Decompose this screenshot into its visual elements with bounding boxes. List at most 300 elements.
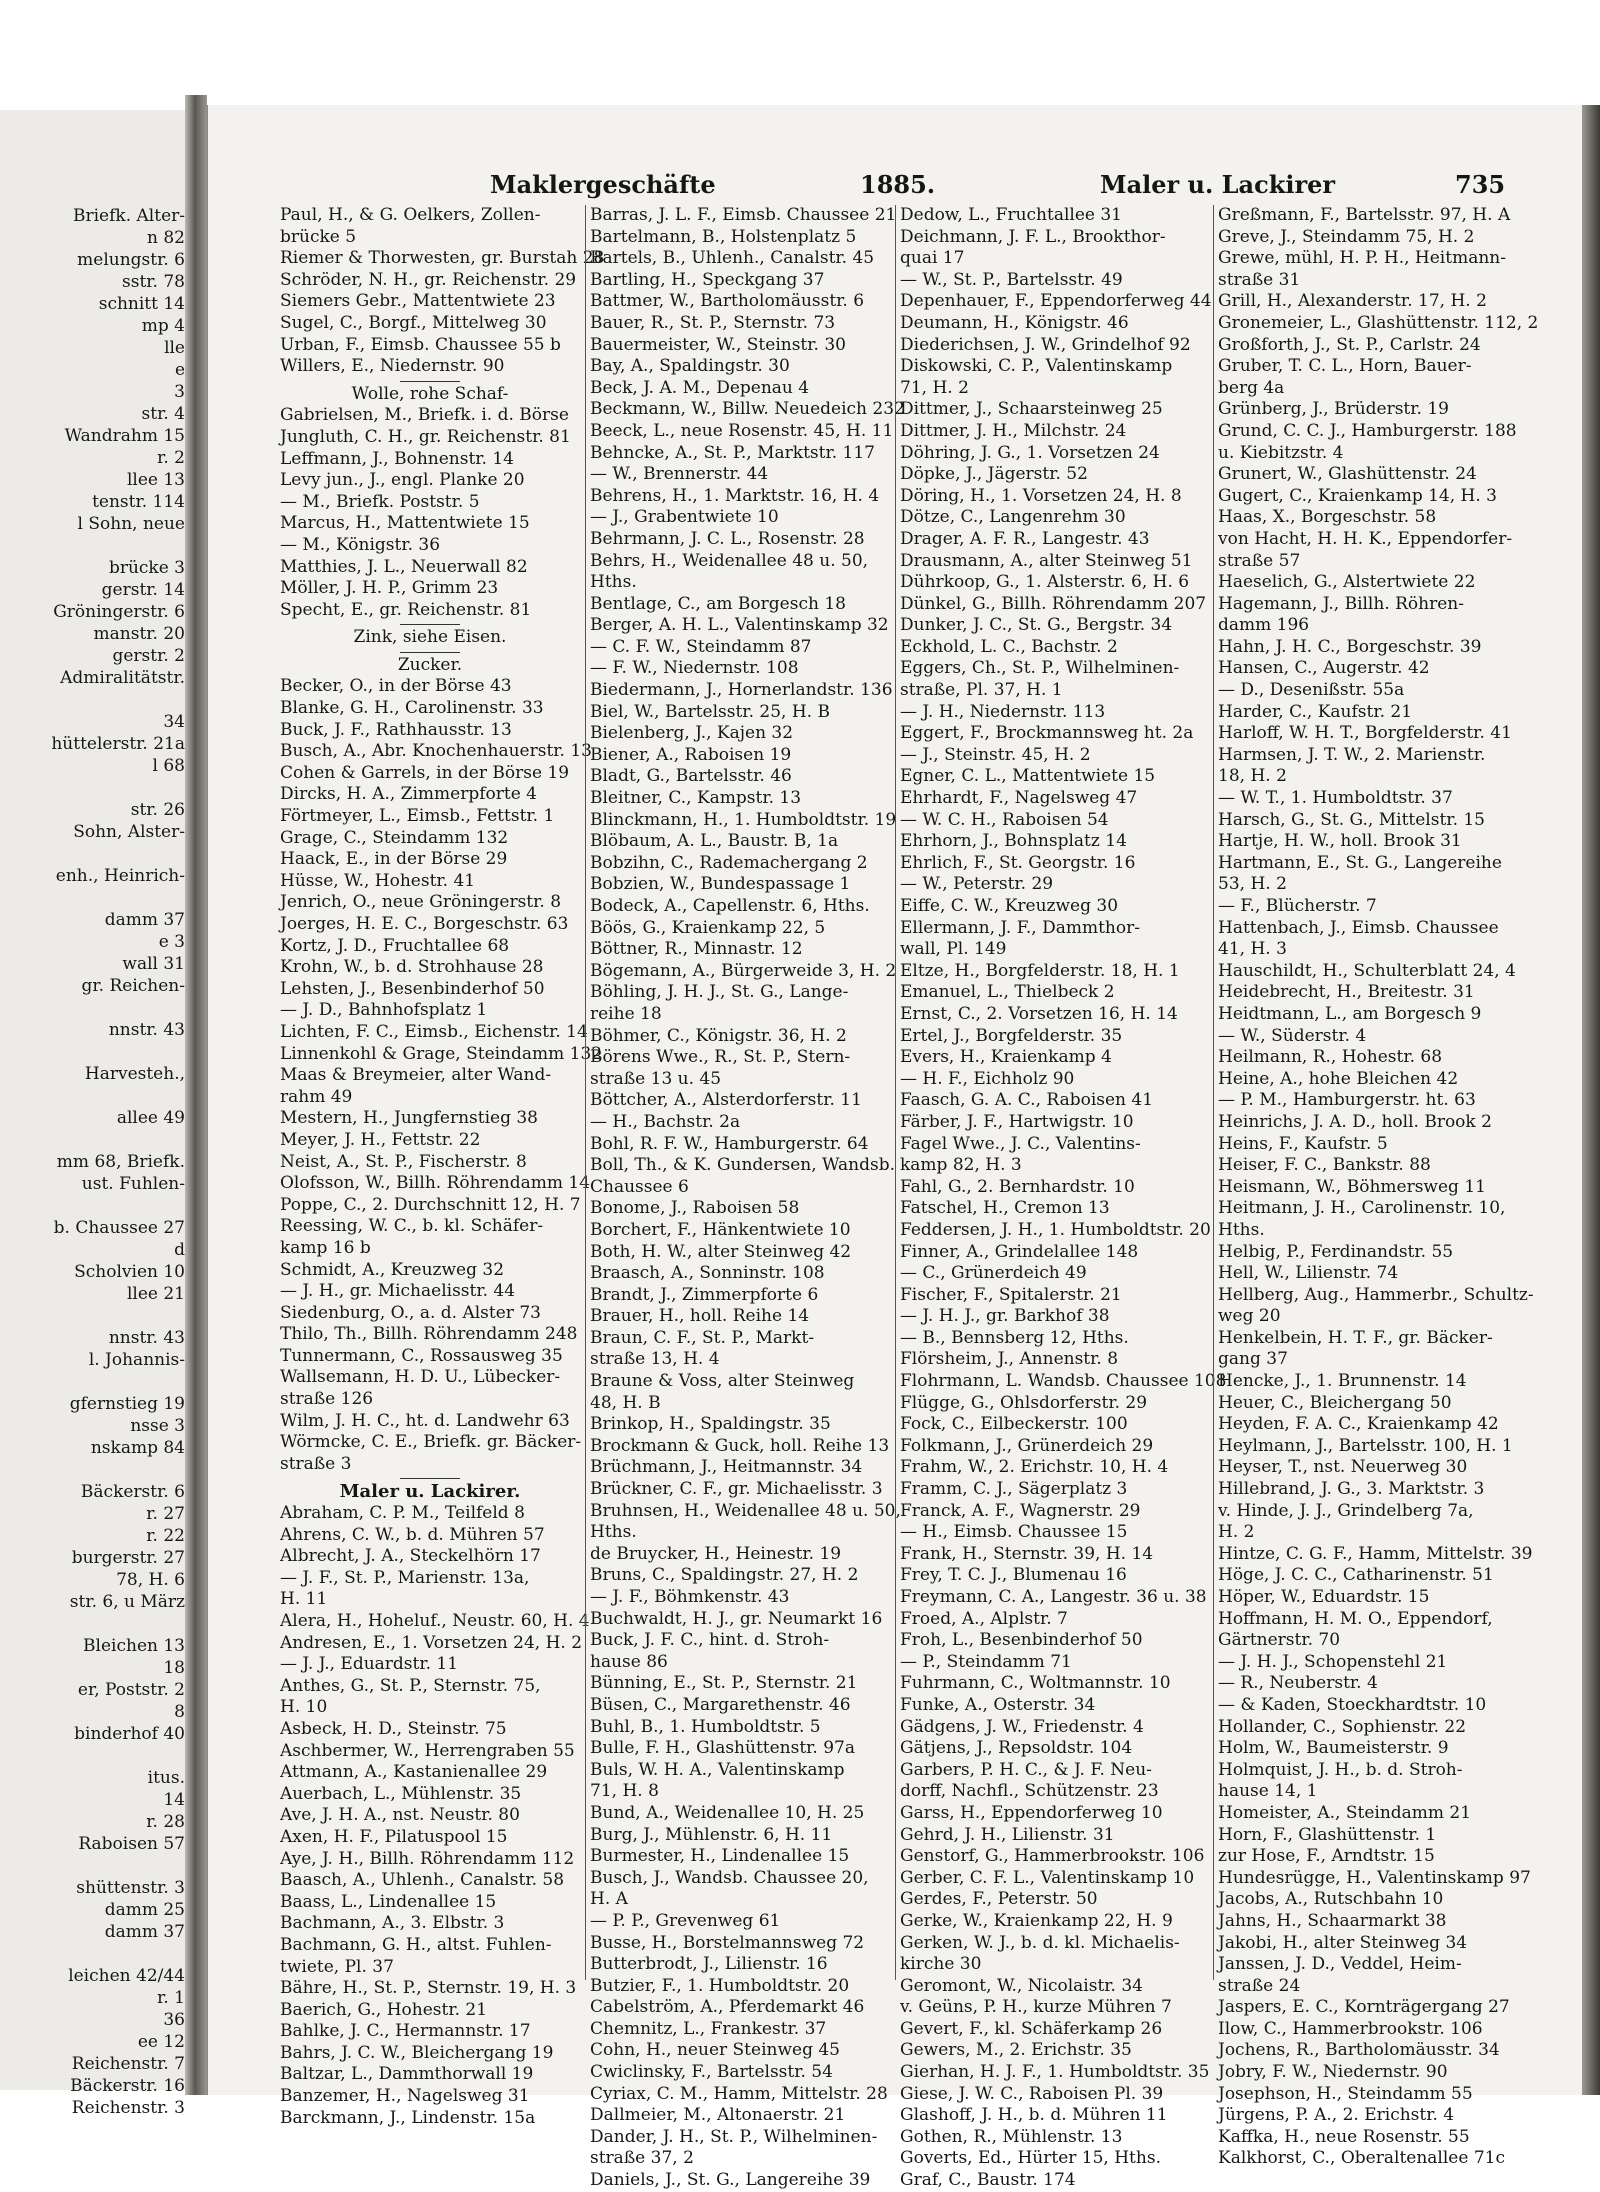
directory-entry: Eltze, H., Borgfelderstr. 18, H. 1 — [900, 960, 1180, 981]
directory-entry: Diederichsen, J. W., Grindelhof 92 — [900, 334, 1191, 355]
directory-entry: Beckmann, W., Billw. Neuedeich 232 — [590, 399, 905, 420]
directory-entry: Baltzar, L., Dammthorwall 19 — [280, 2064, 534, 2085]
left-page-line: lle — [164, 338, 185, 358]
directory-entry: Wilm, J. H. C., ht. d. Landwehr 63 — [280, 1410, 570, 1431]
directory-entry: Jacobs, A., Rutschbahn 10 — [1218, 1889, 1444, 1910]
left-page-line: r. 28 — [146, 1812, 185, 1832]
page-edge-shadow — [1582, 105, 1600, 2095]
directory-entry: Ertel, J., Borgfelderstr. 35 — [900, 1025, 1123, 1046]
directory-entry: Greßmann, F., Bartelsstr. 97, H. A — [1218, 205, 1511, 225]
directory-entry: Banzemer, H., Nagelsweg 31 — [280, 2086, 530, 2107]
directory-entry: Drausmann, A., alter Steinweg 51 — [900, 550, 1193, 571]
directory-entry: Döring, H., 1. Vorsetzen 24, H. 8 — [900, 485, 1182, 506]
directory-entry: Hattenbach, J., Eimsb. Chaussee — [1218, 917, 1499, 938]
left-page-line: ust. Fuhlen- — [81, 1174, 185, 1194]
directory-entry: Beck, J. A. M., Depenau 4 — [590, 377, 810, 398]
directory-entry: Beeck, L., neue Rosenstr. 45, H. 11 — [590, 420, 894, 441]
directory-entry: Bladt, G., Bartelsstr. 46 — [590, 766, 792, 787]
directory-entry: Genstorf, G., Hammerbrookstr. 106 — [900, 1846, 1205, 1867]
directory-entry: Aye, J. H., Billh. Röhrendamm 112 — [280, 1848, 575, 1869]
directory-entry: Hellberg, Aug., Hammerbr., Schultz- — [1218, 1284, 1534, 1305]
directory-entry: 71, H. 2 — [900, 377, 969, 398]
left-page-line: Sohn, Alster- — [73, 822, 185, 842]
directory-entry: Ehrlich, F., St. Georgstr. 16 — [900, 852, 1136, 873]
directory-entry: Hths. — [590, 1522, 637, 1543]
directory-entry: Heismann, W., Böhmersweg 11 — [1218, 1176, 1486, 1197]
left-page-line: gfernstieg 19 — [69, 1394, 185, 1414]
directory-entry: Heiser, F. C., Bankstr. 88 — [1218, 1155, 1431, 1176]
left-page-line: Bleichen 13 — [83, 1636, 185, 1656]
left-page-line: str. 26 — [130, 800, 185, 820]
directory-entry: Ehrhardt, F., Nagelsweg 47 — [900, 788, 1138, 809]
directory-entry: Funke, A., Osterstr. 34 — [900, 1694, 1096, 1715]
directory-entry: Heins, F., Kaufstr. 5 — [1218, 1133, 1388, 1154]
directory-entry: — J., Steinstr. 45, H. 2 — [900, 744, 1091, 765]
directory-entry: Deumann, H., Königstr. 46 — [900, 312, 1129, 333]
directory-entry: Bobzihn, C., Rademachergang 2 — [590, 852, 868, 873]
directory-entry: Bartling, H., Speckgang 37 — [590, 269, 825, 290]
directory-entry: Jochens, R., Bartholomäusstr. 34 — [1218, 2040, 1500, 2061]
directory-entry: Froed, A., Alplstr. 7 — [900, 1608, 1068, 1629]
directory-entry: Gabrielsen, M., Briefk. i. d. Börse — [280, 405, 569, 426]
directory-entry: straße 126 — [280, 1389, 374, 1410]
directory-entry: Emanuel, L., Thielbeck 2 — [900, 982, 1115, 1003]
left-page-line: r. 27 — [146, 1504, 185, 1524]
directory-entry: Helbig, P., Ferdinandstr. 55 — [1218, 1241, 1454, 1262]
directory-entry: Busse, H., Borstelmannsweg 72 — [590, 1932, 865, 1953]
directory-entry: Biener, A., Raboisen 19 — [590, 744, 792, 765]
directory-entry: Biel, W., Bartelsstr. 25, H. B — [590, 701, 830, 722]
directory-entry: Harsch, G., St. G., Mittelstr. 15 — [1218, 809, 1486, 830]
directory-entry: v. Geüns, P. H., kurze Mühren 7 — [900, 1997, 1172, 2018]
directory-entry: zur Hose, F., Arndtstr. 15 — [1218, 1846, 1435, 1867]
directory-entry: Reessing, W. C., b. kl. Schäfer- — [280, 1216, 544, 1237]
directory-entry: Kalkhorst, C., Oberaltenallee 71c — [1218, 2148, 1505, 2169]
directory-entry: Baerich, G., Hohestr. 21 — [280, 1999, 488, 2020]
directory-entry: Eggert, F., Brockmannsweg ht. 2a — [900, 723, 1194, 744]
directory-entry: Axen, H. F., Pilatuspool 15 — [280, 1826, 508, 1847]
directory-entry: Grunert, W., Glashüttenstr. 24 — [1218, 464, 1477, 485]
directory-entry: Flügge, G., Ohlsdorferstr. 29 — [900, 1392, 1148, 1413]
directory-entry: Becker, O., in der Börse 43 — [280, 676, 512, 697]
left-page-line: sstr. 78 — [122, 272, 185, 292]
directory-entry: Brüchmann, J., Heitmannstr. 34 — [590, 1457, 863, 1478]
directory-entry: Gerber, C. F. L., Valentinskamp 10 — [900, 1867, 1195, 1888]
directory-entry: Jobry, F. W., Niedernstr. 90 — [1218, 2062, 1448, 2083]
left-page-line: Harvesteh., — [84, 1064, 185, 1084]
left-page-line: damm 25 — [104, 1900, 185, 1920]
directory-entry: Gerken, W. J., b. d. kl. Michaelis- — [900, 1932, 1180, 1953]
directory-entry: Böhling, J. H. J., St. G., Lange- — [590, 982, 849, 1003]
left-page-line: nnstr. 43 — [108, 1020, 185, 1040]
column-2 — [590, 205, 905, 2191]
directory-entry: Gärtnerstr. 70 — [1218, 1630, 1341, 1651]
left-page-line: enh., Heinrich- — [55, 866, 185, 886]
directory-entry: Asbeck, H. D., Steinstr. 75 — [280, 1718, 507, 1739]
directory-entry: Bonome, J., Raboisen 58 — [590, 1198, 800, 1219]
left-page-line: 18 — [163, 1658, 185, 1678]
left-page-line: gr. Reichen- — [81, 976, 185, 996]
directory-entry: — J. H. J., gr. Barkhof 38 — [900, 1306, 1110, 1327]
left-page-line: r. 1 — [157, 1988, 185, 2008]
directory-entry: Willers, E., Niedernstr. 90 — [280, 356, 505, 377]
directory-entry: 53, H. 2 — [1218, 874, 1287, 895]
directory-entry: kamp 16 b — [280, 1237, 371, 1258]
directory-entry: Heilmann, R., Hohestr. 68 — [1218, 1047, 1443, 1068]
directory-entry: Büsen, C., Margarethenstr. 46 — [590, 1694, 851, 1715]
directory-entry: Bay, A., Spaldingstr. 30 — [590, 356, 790, 377]
header-page-number: 735 — [1455, 170, 1506, 199]
directory-entry: Bulle, F. H., Glashüttenstr. 97a — [590, 1738, 856, 1759]
directory-entry: Joerges, H. E. C., Borgeschstr. 63 — [280, 914, 569, 934]
directory-entry: Döhring, J. G., 1. Vorsetzen 24 — [900, 442, 1160, 463]
directory-entry: Hartmann, E., St. G., Langereihe — [1218, 852, 1502, 873]
directory-entry: straße 13 u. 45 — [590, 1068, 722, 1089]
directory-entry: Cabelström, A., Pferdemarkt 46 — [590, 1997, 865, 2018]
directory-entry: Bünning, E., St. P., Sternstr. 21 — [590, 1673, 858, 1694]
directory-entry: Böhmer, C., Königstr. 36, H. 2 — [590, 1025, 847, 1046]
directory-entry: Siedenburg, O., a. d. Alster 73 — [280, 1302, 541, 1323]
directory-entry: Heuer, C., Bleichergang 50 — [1218, 1392, 1452, 1413]
directory-entry: Behrens, H., 1. Marktstr. 16, H. 4 — [590, 485, 880, 506]
left-page-line: r. 22 — [146, 1526, 185, 1546]
left-page-line: 34 — [163, 712, 185, 732]
directory-entry: Flörsheim, J., Annenstr. 8 — [900, 1349, 1119, 1370]
column-4 — [1218, 205, 1539, 2169]
directory-entry: 71, H. 8 — [590, 1781, 659, 1802]
directory-entry: — C., Grünerdeich 49 — [900, 1263, 1087, 1284]
directory-entry: Hansen, C., Augerstr. 42 — [1218, 658, 1430, 679]
directory-entry: hause 86 — [590, 1651, 668, 1672]
directory-entry: Harloff, W. H. T., Borgfelderstr. 41 — [1218, 723, 1512, 744]
directory-entry: Bodeck, A., Capellenstr. 6, Hths. — [590, 896, 870, 916]
left-page-line: Briefk. Alter- — [73, 206, 185, 226]
left-page-line: nskamp 84 — [90, 1438, 185, 1458]
directory-entry: Baass, L., Lindenallee 15 — [280, 1891, 497, 1912]
left-page-line: manstr. 20 — [93, 624, 185, 644]
directory-entry: Heyser, T., nst. Neuerweg 30 — [1218, 1457, 1468, 1478]
directory-entry: Dittmer, J., Schaarsteinweg 25 — [900, 399, 1163, 420]
directory-entry: Ernst, C., 2. Vorsetzen 16, H. 14 — [900, 1003, 1178, 1024]
left-page-line: wall 31 — [122, 954, 185, 974]
directory-entry: Döpke, J., Jägerstr. 52 — [900, 464, 1088, 485]
directory-entry: Hüsse, W., Hohestr. 41 — [280, 870, 476, 891]
left-page-line: mm 68, Briefk. — [56, 1152, 185, 1172]
directory-entry: Auerbach, L., Mühlenstr. 35 — [280, 1783, 522, 1804]
left-page-line: Admiralitätstr. — [60, 668, 185, 688]
directory-entry: Heitmann, J. H., Carolinenstr. 10, — [1218, 1198, 1506, 1219]
directory-entry: Siemers Gebr., Mattentwiete 23 — [280, 291, 556, 312]
column-divider — [895, 205, 896, 1980]
directory-entry: — W., St. P., Bartelsstr. 49 — [900, 269, 1123, 290]
directory-entry: kirche 30 — [900, 1954, 982, 1975]
directory-entry: — P. M., Hamburgerstr. ht. 63 — [1218, 1090, 1476, 1111]
directory-entry: Attmann, A., Kastanienallee 29 — [280, 1762, 548, 1783]
directory-entry: Gronemeier, L., Glashüttenstr. 112, 2 — [1218, 312, 1539, 333]
directory-entry: Blöbaum, A. L., Baustr. B, 1a — [590, 831, 839, 852]
directory-entry: Hillebrand, J. G., 3. Marktstr. 3 — [1218, 1479, 1485, 1500]
directory-entry: damm 196 — [1218, 615, 1310, 636]
directory-entry: — W., Süderstr. 4 — [1218, 1025, 1367, 1046]
directory-entry: Bruhnsen, H., Weidenallee 48 u. 50, — [590, 1500, 901, 1521]
directory-entry: Fuhrmann, C., Woltmannstr. 10 — [900, 1673, 1171, 1694]
directory-entry: Fischer, F., Spitalerstr. 21 — [900, 1284, 1122, 1305]
directory-entry: Faasch, G. A. C., Raboisen 41 — [900, 1090, 1154, 1111]
directory-entry: Frank, H., Sternstr. 39, H. 14 — [900, 1543, 1154, 1564]
left-page-line: 3 — [174, 382, 185, 402]
directory-entry: Gugert, C., Kraienkamp 14, H. 3 — [1218, 485, 1497, 506]
directory-entry: — F., Blücherstr. 7 — [1218, 896, 1377, 916]
subsection-heading: Zucker. — [397, 654, 463, 675]
directory-entry: Burg, J., Mühlenstr. 6, H. 11 — [590, 1824, 833, 1845]
directory-entry: Bartelmann, B., Holstenplatz 5 — [590, 226, 857, 247]
directory-entry: dorff, Nachfl., Schützenstr. 23 — [900, 1781, 1159, 1802]
directory-entry: Haack, E., in der Börse 29 — [280, 849, 508, 870]
directory-entry: Gätjens, J., Repsoldstr. 104 — [900, 1738, 1133, 1759]
directory-entry: Buchwaldt, H. J., gr. Neumarkt 16 — [590, 1608, 883, 1629]
directory-entry: Leffmann, J., Bohnenstr. 14 — [280, 448, 514, 469]
directory-entry: Jaspers, E. C., Kornträgergang 27 — [1218, 1997, 1510, 2018]
directory-entry: Behrs, H., Weidenallee 48 u. 50, — [590, 550, 869, 571]
directory-entry: Busch, J., Wandsb. Chaussee 20, — [590, 1867, 869, 1888]
directory-entry: — J. H., Niedernstr. 113 — [900, 701, 1106, 722]
directory-entry: Schmidt, A., Kreuzweg 32 — [280, 1259, 505, 1280]
directory-entry: gang 37 — [1218, 1349, 1288, 1370]
directory-entry: Buck, J. F., Rathhausstr. 13 — [280, 719, 512, 740]
directory-entry: Börens Wwe., R., St. P., Stern- — [590, 1047, 851, 1068]
directory-entry: Grage, C., Steindamm 132 — [280, 827, 509, 848]
header-year: 1885. — [860, 170, 936, 199]
section-heading: Maler u. Lackirer. — [339, 1481, 521, 1503]
directory-entry: — J. J., Eduardstr. 11 — [280, 1654, 459, 1675]
left-page-line: schnitt 14 — [98, 294, 185, 314]
directory-entry: Butzier, F., 1. Humboldtstr. 20 — [590, 1975, 850, 1996]
directory-entry: Braasch, A., Sonninstr. 108 — [590, 1263, 825, 1284]
left-page-line: burgerstr. 27 — [71, 1548, 185, 1568]
directory-entry: Bohl, R. F. W., Hamburgerstr. 64 — [590, 1133, 869, 1154]
directory-entry: Brinkop, H., Spaldingstr. 35 — [590, 1414, 831, 1435]
directory-entry: Bauer, R., St. P., Sternstr. 73 — [590, 312, 836, 333]
directory-entry: Berger, A. H. L., Valentinskamp 32 — [590, 615, 889, 636]
directory-entry: — J. F., Böhmkenstr. 43 — [590, 1587, 790, 1607]
directory-entry: Brandt, J., Zimmerpforte 6 — [590, 1284, 819, 1305]
directory-entry: Dedow, L., Fruchtallee 31 — [900, 205, 1122, 225]
directory-entry: Lichten, F. C., Eimsb., Eichenstr. 14 — [280, 1021, 588, 1042]
directory-entry: Gruber, T. C. L., Horn, Bauer- — [1218, 356, 1472, 377]
directory-entry: straße 24 — [1218, 1975, 1301, 1996]
directory-entry: straße 13, H. 4 — [590, 1349, 720, 1370]
directory-entry: Jungluth, C. H., gr. Reichenstr. 81 — [280, 426, 571, 447]
directory-entry: Borchert, F., Hänkentwiete 10 — [590, 1219, 851, 1240]
section-rule — [280, 621, 580, 627]
directory-entry: Cwiclinsky, F., Bartelsstr. 54 — [590, 2062, 833, 2083]
directory-entry: Dander, J. H., St. P., Wilhelminen- — [590, 2126, 878, 2147]
directory-entry: Holm, W., Baumeisterstr. 9 — [1218, 1738, 1449, 1759]
directory-entry: Fatschel, H., Cremon 13 — [900, 1198, 1110, 1219]
directory-entry: — R., Neuberstr. 4 — [1218, 1673, 1378, 1694]
subsection-heading: Zink, siehe Eisen. — [353, 627, 507, 648]
directory-entry: Böttner, R., Minnastr. 12 — [590, 939, 803, 960]
directory-entry: Busch, A., Abr. Knochenhauerstr. 13 — [280, 741, 592, 762]
directory-entry: Eckhold, L. C., Bachstr. 2 — [900, 636, 1118, 657]
directory-entry: Grill, H., Alexanderstr. 17, H. 2 — [1218, 291, 1487, 312]
column-1 — [280, 205, 605, 2128]
directory-entry: Gothen, R., Mühlenstr. 13 — [900, 2126, 1123, 2147]
directory-entry: — C. F. W., Steindamm 87 — [590, 636, 812, 657]
directory-entry: Horn, F., Glashüttenstr. 1 — [1218, 1824, 1437, 1845]
directory-entry: Heyden, F. A. C., Kraienkamp 42 — [1218, 1414, 1499, 1435]
directory-entry: Ellermann, J. F., Dammthor- — [900, 917, 1140, 938]
directory-entry: — M., Briefk. Poststr. 5 — [280, 491, 480, 512]
directory-entry: Bielenberg, J., Kajen 32 — [590, 723, 794, 744]
directory-entry: Garss, H., Eppendorferweg 10 — [900, 1802, 1163, 1823]
directory-entry: Both, H. W., alter Steinweg 42 — [590, 1241, 852, 1262]
directory-entry: Harder, C., Kaufstr. 21 — [1218, 701, 1413, 722]
directory-entry: kamp 82, H. 3 — [900, 1155, 1022, 1176]
directory-entry: Bentlage, C., am Borgesch 18 — [590, 593, 846, 614]
directory-entry: Hell, W., Lilienstr. 74 — [1218, 1263, 1399, 1284]
left-page-line: Gröningerstr. 6 — [53, 602, 185, 622]
directory-entry: — J. H., gr. Michaelisstr. 44 — [280, 1281, 516, 1302]
directory-entry: Grund, C. C. J., Hamburgerstr. 188 — [1218, 420, 1517, 441]
directory-entry: Gewers, M., 2. Erichstr. 35 — [900, 2040, 1132, 2061]
directory-entry: Biedermann, J., Hornerlandstr. 136 — [590, 680, 893, 701]
directory-entry: Framm, C. J., Sägerplatz 3 — [900, 1479, 1128, 1500]
directory-entry: Dunker, J. C., St. G., Bergstr. 34 — [900, 615, 1173, 636]
directory-entry: — M., Königstr. 36 — [280, 534, 441, 555]
directory-entry: Holmquist, J. H., b. d. Stroh- — [1218, 1759, 1463, 1780]
directory-entry: Linnenkohl & Grage, Steindamm 132 — [280, 1043, 603, 1064]
directory-entry: Freymann, C. A., Langestr. 36 u. 38 — [900, 1587, 1207, 1607]
directory-entry: — J. F., St. P., Marienstr. 13a, — [280, 1567, 530, 1588]
directory-entry: Chaussee 6 — [590, 1176, 689, 1197]
directory-entry: brücke 5 — [280, 226, 357, 247]
subsection-heading: Wolle, rohe Schaf- — [351, 383, 509, 404]
section-rule — [280, 378, 580, 384]
directory-entry: Barras, J. L. F., Eimsb. Chaussee 21 — [590, 205, 897, 225]
directory-entry: Lehsten, J., Besenbinderhof 50 — [280, 978, 545, 999]
directory-entry: — & Kaden, Stoeckhardtstr. 10 — [1218, 1694, 1487, 1715]
directory-entry: Chemnitz, L., Frankestr. 37 — [590, 2018, 827, 2039]
left-page-line: Reichenstr. 7 — [71, 2054, 185, 2074]
directory-entry: H. 11 — [280, 1589, 328, 1610]
directory-entry: Dührkoop, G., 1. Alsterstr. 6, H. 6 — [900, 572, 1190, 593]
directory-entry: Barckmann, J., Lindenstr. 15a — [280, 2107, 536, 2128]
directory-entry: Hoffmann, H. M. O., Eppendorf, — [1218, 1608, 1493, 1629]
directory-entry: de Bruycker, H., Heinestr. 19 — [590, 1543, 842, 1564]
header-right-title: Maler u. Lackirer — [1100, 170, 1336, 199]
directory-entry: Butterbrodt, J., Lilienstr. 16 — [590, 1954, 828, 1975]
directory-entry: Ahrens, C. W., b. d. Mühren 57 — [280, 1524, 545, 1545]
directory-entry: Garbers, P. H. C., & J. F. Neu- — [900, 1759, 1152, 1780]
directory-entry: Jahns, H., Schaarmarkt 38 — [1218, 1910, 1447, 1931]
directory-entry: straße 37, 2 — [590, 2148, 694, 2169]
directory-entry: wall, Pl. 149 — [900, 939, 1007, 960]
directory-entry: Hundesrügge, H., Valentinskamp 97 — [1218, 1867, 1531, 1888]
directory-entry: Tunnermann, C., Rossausweg 35 — [280, 1345, 563, 1366]
left-page-line: hüttelerstr. 21a — [51, 734, 185, 754]
directory-entry: Folkmann, J., Grünerdeich 29 — [900, 1435, 1154, 1456]
directory-entry: Kortz, J. D., Fruchtallee 68 — [280, 935, 510, 956]
directory-entry: Kaffka, H., neue Rosenstr. 55 — [1218, 2126, 1470, 2147]
directory-entry: Ilow, C., Hammerbrookstr. 106 — [1218, 2018, 1483, 2039]
directory-entry: Glashoff, J. H., b. d. Mühren 11 — [900, 2105, 1168, 2126]
directory-entry: reihe 18 — [590, 1003, 662, 1024]
directory-entry: Franck, A. F., Wagnerstr. 29 — [900, 1500, 1141, 1521]
directory-entry: Fahl, G., 2. Bernhardstr. 10 — [900, 1176, 1135, 1197]
directory-entry: Baasch, A., Uhlenh., Canalstr. 58 — [280, 1870, 565, 1891]
directory-entry: Daniels, J., St. G., Langereihe 39 — [590, 2170, 871, 2191]
left-page-line: damm 37 — [104, 1922, 185, 1942]
directory-entry: Gevert, F., kl. Schäferkamp 26 — [900, 2018, 1163, 2039]
directory-entry: Cohn, H., neuer Steinweg 45 — [590, 2040, 840, 2061]
directory-entry: Grünberg, J., Brüderstr. 19 — [1218, 399, 1449, 420]
directory-entry: Specht, E., gr. Reichenstr. 81 — [280, 599, 532, 620]
directory-entry: Neist, A., St. P., Fischerstr. 8 — [280, 1151, 527, 1172]
left-page-line: Bäckerstr. 6 — [80, 1482, 185, 1502]
directory-entry: — W., Brennerstr. 44 — [590, 464, 769, 485]
left-page-line: Scholvien 10 — [74, 1262, 185, 1282]
directory-entry: Ave, J. H. A., nst. Neustr. 80 — [280, 1805, 520, 1826]
directory-entry: Fock, C., Eilbeckerstr. 100 — [900, 1414, 1128, 1435]
directory-entry: Brockmann & Guck, holl. Reihe 13 — [590, 1435, 890, 1456]
directory-entry: Förtmeyer, L., Eimsb., Fettstr. 1 — [280, 806, 555, 827]
directory-entry: weg 20 — [1218, 1306, 1281, 1327]
directory-entry: Bachmann, G. H., altst. Fuhlen- — [280, 1934, 552, 1955]
directory-entry: Boll, Th., & K. Gundersen, Wandsb. — [590, 1155, 896, 1176]
section-rule — [280, 1475, 580, 1481]
directory-entry: Bartels, B., Uhlenh., Canalstr. 45 — [590, 248, 875, 269]
directory-entry: Poppe, C., 2. Durchschnitt 12, H. 7 — [280, 1194, 581, 1215]
directory-entry: Wörmcke, C. E., Briefk. gr. Bäcker- — [280, 1432, 582, 1453]
directory-entry: Böös, G., Kraienkamp 22, 5 — [590, 917, 826, 938]
left-page-line: 36 — [163, 2010, 185, 2030]
directory-entry: Buls, W. H. A., Valentinskamp — [590, 1759, 845, 1780]
directory-entry: Depenhauer, F., Eppendorferweg 44 — [900, 291, 1212, 312]
directory-entry: Dünkel, G., Billh. Röhrendamm 207 — [900, 593, 1207, 614]
directory-entry: Bahlke, J. C., Hermannstr. 17 — [280, 2021, 531, 2042]
directory-entry: — H. F., Eichholz 90 — [900, 1068, 1075, 1089]
directory-entry: Ehrhorn, J., Bohnsplatz 14 — [900, 831, 1127, 852]
directory-entry: Burmester, H., Lindenallee 15 — [590, 1846, 850, 1867]
left-page-line: leichen 42/44 — [68, 1966, 185, 1986]
directory-entry: Hollander, C., Sophienstr. 22 — [1218, 1716, 1467, 1737]
directory-entry: twiete, Pl. 37 — [280, 1956, 394, 1977]
directory-entry: — P., Steindamm 71 — [900, 1651, 1072, 1672]
left-page-line: Reichenstr. 3 — [71, 2098, 185, 2118]
directory-entry: Böttcher, A., Alsterdorferstr. 11 — [590, 1090, 862, 1111]
directory-entry: Albrecht, J. A., Steckelhörn 17 — [280, 1546, 541, 1567]
directory-entry: Höper, W., Eduardstr. 15 — [1218, 1587, 1430, 1607]
directory-entry: H. 10 — [280, 1697, 328, 1718]
directory-entry: Eggers, Ch., St. P., Wilhelminen- — [900, 658, 1180, 679]
column-divider — [1213, 205, 1214, 1980]
directory-entry: Evers, H., Kraienkamp 4 — [900, 1047, 1112, 1068]
directory-entry: Josephson, H., Steindamm 55 — [1218, 2083, 1473, 2104]
directory-entry: Gehrd, J. H., Lilienstr. 31 — [900, 1824, 1115, 1845]
directory-entry: Blanke, G. H., Carolinenstr. 33 — [280, 698, 544, 719]
directory-entry: Drager, A. F. R., Langestr. 43 — [900, 528, 1150, 549]
directory-entry: Feddersen, J. H., 1. Humboldtstr. 20 — [900, 1219, 1211, 1240]
directory-entry: Graf, C., Baustr. 174 — [900, 2170, 1076, 2191]
directory-entry: von Hacht, H. H. K., Eppendorfer- — [1218, 528, 1513, 549]
directory-entry: Aschbermer, W., Herrengraben 55 — [280, 1740, 575, 1761]
directory-entry: Flohrmann, L. Wandsb. Chaussee 108 — [900, 1371, 1227, 1392]
directory-entry: rahm 49 — [280, 1086, 353, 1107]
directory-entry: — W. C. H., Raboisen 54 — [900, 809, 1109, 830]
left-page-line: itus. — [147, 1768, 185, 1788]
directory-entry: Sugel, C., Borgf., Mittelweg 30 — [280, 312, 547, 333]
